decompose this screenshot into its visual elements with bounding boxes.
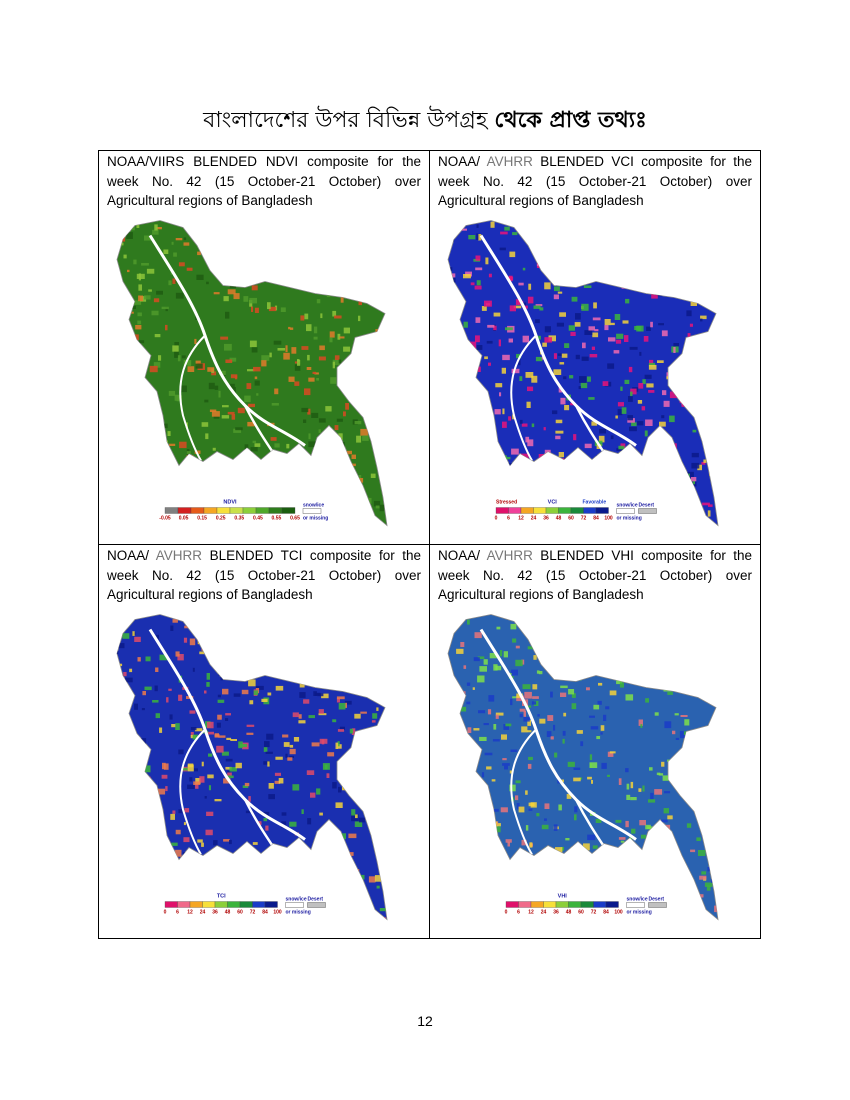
legend-desert-label: Desert bbox=[307, 896, 324, 903]
legend-left-label: Stressed bbox=[496, 499, 518, 506]
legend-tick: 24 bbox=[530, 515, 537, 522]
legend-missing-label: or missing bbox=[303, 515, 329, 522]
legend-swatch bbox=[519, 902, 532, 908]
legend-title: TCI bbox=[216, 893, 226, 900]
legend-tick: 72 bbox=[590, 909, 597, 916]
map-legend bbox=[159, 500, 328, 522]
legend-tick: 84 bbox=[603, 909, 609, 916]
panel-vhi bbox=[430, 545, 761, 939]
legend-title: NDVI bbox=[223, 499, 237, 506]
caption-sensor: AVHRR bbox=[155, 548, 203, 563]
legend-desert-swatch bbox=[639, 509, 657, 514]
caption-text-rest: BLENDED VHI composite for the week No. 42 (15 October-21 October) over Agricultural regions of Bangladesh bbox=[438, 548, 753, 602]
legend-tick: 24 bbox=[199, 909, 206, 916]
legend-tick: 48 bbox=[224, 909, 231, 916]
heading-normal: বাংলাদেশের উপর বিভিন্ন উপগ্রহ bbox=[203, 108, 488, 133]
legend-swatch bbox=[203, 902, 216, 908]
legend-swatch bbox=[204, 508, 217, 514]
panel-caption bbox=[430, 545, 760, 605]
legend-right-label: Favorable bbox=[582, 499, 607, 506]
legend-tick: 12 bbox=[518, 515, 524, 522]
legend-tick: 0.45 bbox=[253, 515, 263, 522]
legend-snow-swatch bbox=[303, 509, 321, 514]
legend-snow-label: snow/ice bbox=[626, 896, 648, 903]
legend-swatch bbox=[217, 508, 230, 514]
legend-tick: 100 bbox=[273, 909, 282, 916]
legend-swatch bbox=[269, 508, 282, 514]
legend-swatch bbox=[569, 902, 582, 908]
caption-text-rest: BLENDED VCI composite for the week No. 42 (15 October-21 October) over Agricultural regions of Bangladesh bbox=[438, 154, 753, 208]
legend-swatch bbox=[521, 508, 534, 514]
legend-tick: 0.15 bbox=[197, 515, 207, 522]
legend-tick: 12 bbox=[187, 909, 193, 916]
page-heading bbox=[0, 103, 850, 140]
legend-swatch bbox=[506, 902, 519, 908]
legend-swatch bbox=[546, 508, 559, 514]
legend-tick: 48 bbox=[565, 909, 572, 916]
legend-swatch bbox=[253, 902, 266, 908]
panel-caption bbox=[99, 545, 429, 605]
map-legend bbox=[495, 500, 657, 522]
legend-swatch bbox=[282, 508, 295, 514]
legend-tick: 0.65 bbox=[290, 515, 300, 522]
tci-map-figure bbox=[105, 607, 423, 932]
panel-ndvi bbox=[99, 151, 430, 545]
legend-swatch bbox=[584, 508, 597, 514]
legend-swatch bbox=[581, 902, 594, 908]
caption-text-rest: BLENDED TCI composite for the week No. 42 (15 October-21 October) over Agricultural regions of Bangladesh bbox=[107, 548, 422, 602]
legend-tick: 24 bbox=[540, 909, 547, 916]
legend-tick: 84 bbox=[593, 515, 599, 522]
panel-vci bbox=[430, 151, 761, 545]
satellite-composites-table bbox=[98, 150, 761, 939]
caption-text: NOAA/ bbox=[438, 154, 487, 169]
legend-title: VCI bbox=[547, 499, 557, 506]
legend-swatch bbox=[594, 902, 607, 908]
legend-missing-label: or missing bbox=[626, 909, 652, 916]
vhi-map-figure bbox=[436, 607, 754, 932]
legend-snow-swatch bbox=[617, 509, 635, 514]
legend-tick: 36 bbox=[553, 909, 559, 916]
legend-swatch bbox=[571, 508, 584, 514]
legend-snow-label: snow/ice bbox=[303, 502, 325, 509]
panel-tci bbox=[99, 545, 430, 939]
legend-swatch bbox=[496, 508, 509, 514]
legend-tick: 6 bbox=[176, 909, 179, 916]
legend-swatch bbox=[556, 902, 569, 908]
page-number: 12 bbox=[417, 1013, 433, 1029]
legend-snow-swatch bbox=[627, 903, 645, 908]
map-svg bbox=[105, 607, 423, 932]
legend-swatch bbox=[165, 508, 178, 514]
legend-swatch bbox=[240, 902, 253, 908]
panel-caption bbox=[99, 151, 429, 211]
legend-tick: 100 bbox=[604, 515, 613, 522]
legend-tick: 0 bbox=[163, 909, 167, 916]
map-svg bbox=[105, 213, 423, 538]
legend-swatch bbox=[243, 508, 256, 514]
legend-tick: 100 bbox=[614, 909, 623, 916]
legend-tick: 12 bbox=[528, 909, 534, 916]
legend-swatch bbox=[596, 508, 609, 514]
ndvi-map-figure bbox=[105, 213, 423, 538]
legend-swatch bbox=[190, 902, 203, 908]
legend-tick: 72 bbox=[580, 515, 587, 522]
legend-tick: 36 bbox=[212, 909, 218, 916]
legend-title: VHI bbox=[557, 893, 567, 900]
legend-swatch bbox=[228, 902, 241, 908]
map-svg bbox=[436, 607, 754, 932]
legend-swatch bbox=[178, 902, 191, 908]
bangladesh-territory bbox=[117, 221, 387, 526]
legend-swatch bbox=[531, 902, 544, 908]
legend-swatch bbox=[215, 902, 228, 908]
legend-swatch bbox=[606, 902, 619, 908]
legend-snow-label: snow/ice bbox=[616, 502, 638, 509]
map-svg bbox=[436, 213, 754, 538]
legend-tick: 36 bbox=[543, 515, 549, 522]
bangladesh-territory bbox=[117, 615, 387, 920]
map-legend bbox=[164, 894, 326, 916]
caption-text: NOAA/VIIRS BLENDED NDVI composite for the week No. 42 (15 October-21 October) over Agricultural regions of Bangladesh bbox=[107, 154, 421, 208]
legend-tick: 48 bbox=[555, 515, 562, 522]
legend-swatch bbox=[165, 902, 178, 908]
caption-text: NOAA/ bbox=[438, 548, 487, 563]
legend-tick: 60 bbox=[237, 909, 243, 916]
legend-desert-label: Desert bbox=[648, 896, 665, 903]
legend-swatch bbox=[265, 902, 278, 908]
legend-tick: 0 bbox=[504, 909, 508, 916]
caption-sensor: AVHRR bbox=[486, 154, 533, 169]
legend-swatch bbox=[559, 508, 572, 514]
legend-tick: 84 bbox=[262, 909, 268, 916]
vci-map-figure bbox=[436, 213, 754, 538]
legend-desert-label: Desert bbox=[638, 502, 655, 509]
legend-swatch bbox=[534, 508, 547, 514]
legend-tick: -0.05 bbox=[159, 515, 171, 522]
legend-tick: 0.55 bbox=[271, 515, 282, 522]
map-legend bbox=[505, 894, 667, 916]
legend-tick: 0 bbox=[494, 515, 498, 522]
legend-swatch bbox=[191, 508, 204, 514]
caption-text: NOAA/ bbox=[107, 548, 156, 563]
bangladesh-territory bbox=[448, 221, 718, 526]
legend-tick: 6 bbox=[517, 909, 520, 916]
legend-swatch bbox=[256, 508, 269, 514]
panel-caption bbox=[430, 151, 760, 211]
legend-swatch bbox=[178, 508, 191, 514]
legend-swatch bbox=[544, 902, 557, 908]
legend-snow-label: snow/ice bbox=[285, 896, 307, 903]
legend-tick: 60 bbox=[578, 909, 584, 916]
caption-sensor: AVHRR bbox=[486, 548, 533, 563]
legend-swatch bbox=[230, 508, 243, 514]
heading-bold: থেকে প্রাপ্ত তথ্যঃ bbox=[494, 108, 647, 133]
legend-swatch bbox=[509, 508, 522, 514]
legend-tick: 60 bbox=[568, 515, 574, 522]
legend-missing-label: or missing bbox=[616, 515, 642, 522]
legend-desert-swatch bbox=[649, 903, 667, 908]
legend-tick: 0.25 bbox=[215, 515, 226, 522]
legend-tick: 0.35 bbox=[234, 515, 245, 522]
legend-tick: 6 bbox=[507, 515, 510, 522]
legend-tick: 72 bbox=[249, 909, 256, 916]
legend-snow-swatch bbox=[286, 903, 304, 908]
legend-desert-swatch bbox=[308, 903, 326, 908]
legend-missing-label: or missing bbox=[285, 909, 311, 916]
legend-tick: 0.05 bbox=[178, 515, 189, 522]
